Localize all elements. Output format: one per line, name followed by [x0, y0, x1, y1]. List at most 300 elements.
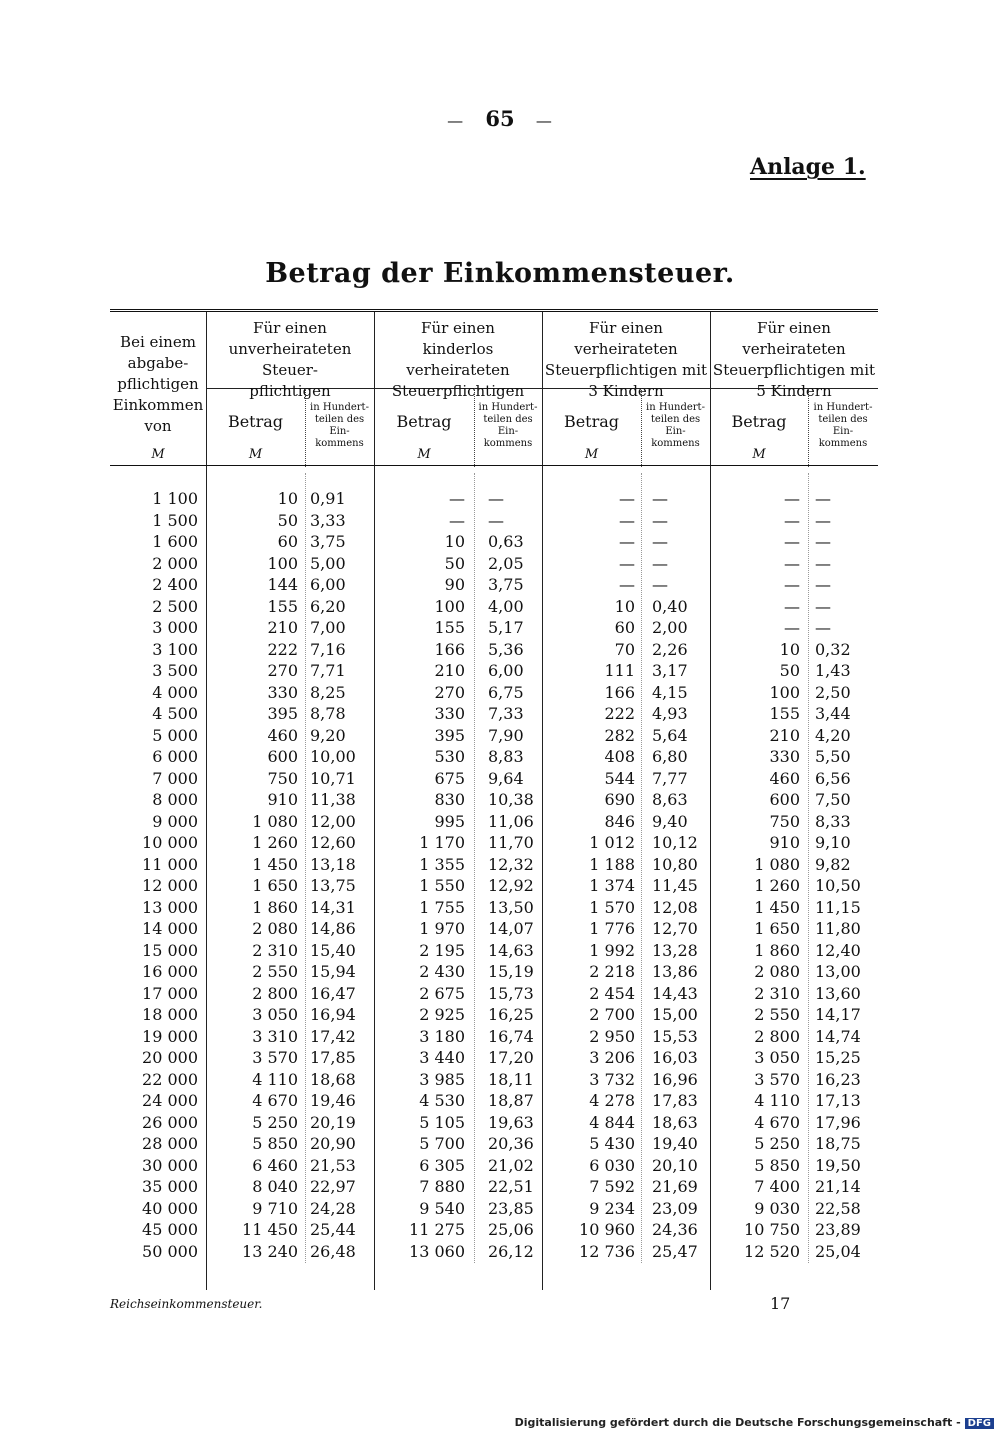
page-number-dash-right: — — [535, 111, 553, 130]
table-cell: 0,32 — [815, 639, 851, 659]
header-line: Für einen — [421, 319, 495, 337]
header-line: kommens — [651, 438, 700, 449]
table-cell: 14,07 — [488, 919, 534, 938]
table-cell: 0,91 — [310, 489, 346, 508]
table-cell: 15,25 — [815, 1048, 861, 1067]
table-cell: 4 278 — [589, 1091, 635, 1110]
table-cell: 10 — [779, 639, 800, 659]
table-cell: 750 — [769, 811, 800, 831]
table-cell: 14,31 — [310, 897, 356, 917]
table-cell: 4 110 — [754, 1091, 800, 1110]
table-row — [110, 1069, 878, 1091]
table-cell: 222 — [604, 704, 635, 723]
header-line: in Hundert- — [310, 402, 369, 413]
table-cell: 100 — [769, 682, 800, 702]
table-cell: 0,63 — [488, 532, 524, 551]
header-line: in Hundert- — [646, 402, 705, 413]
header-line: Einkommen — [112, 396, 204, 414]
table-cell: 25,04 — [815, 1241, 861, 1261]
table-cell: 5,50 — [815, 747, 851, 766]
table-cell: — — [815, 596, 831, 616]
table-cell: 7,77 — [652, 768, 688, 788]
table-row — [110, 1133, 878, 1155]
table-cell: 18,75 — [815, 1134, 861, 1153]
table-cell: 19 000 — [142, 1026, 198, 1046]
table-row — [110, 746, 878, 768]
table-cell: 10,71 — [310, 768, 356, 788]
table-cell: 3,75 — [310, 532, 346, 551]
table-cell: 2 400 — [152, 575, 198, 594]
table-row — [110, 725, 878, 747]
table-cell: 12,08 — [652, 897, 698, 917]
table-cell: 270 — [267, 661, 298, 680]
header-line: unverheirateten Steuer- — [228, 340, 352, 379]
table-row — [110, 1155, 878, 1177]
table-cell: — — [488, 489, 504, 508]
table-cell: 13,60 — [815, 983, 861, 1003]
header-line: teilen des — [483, 414, 533, 425]
table-cell: 8,78 — [310, 704, 346, 723]
header-line: Für einen — [253, 319, 327, 337]
dfg-credit-text: Digitalisierung gefördert durch die Deutsche Forschungsgemeinschaft - — [514, 1416, 961, 1429]
table-cell: 330 — [769, 747, 800, 766]
table-row — [110, 531, 878, 553]
table-cell: 11,15 — [815, 897, 861, 917]
table-cell: 3 100 — [152, 639, 198, 659]
table-cell: 9 234 — [589, 1198, 635, 1218]
percent-header — [641, 402, 710, 450]
table-cell: 2 430 — [419, 962, 465, 981]
table-cell: — — [815, 575, 831, 594]
table-cell: 2 550 — [754, 1005, 800, 1024]
group-header-childless-married — [374, 318, 542, 402]
table-cell: — — [815, 532, 831, 551]
betrag-unit: M — [584, 447, 599, 462]
table-cell: 3 180 — [419, 1026, 465, 1046]
table-cell: 6,00 — [310, 575, 346, 594]
table-cell: 17,42 — [310, 1026, 356, 1046]
table-cell: 7 000 — [152, 768, 198, 788]
table-cell: 12,00 — [310, 811, 356, 831]
table-row — [110, 1026, 878, 1048]
table-cell: 1 860 — [252, 897, 298, 917]
table-cell: 100 — [267, 553, 298, 573]
table-cell: 750 — [267, 768, 298, 788]
table-cell: 5 430 — [589, 1134, 635, 1153]
table-cell: 5,36 — [488, 639, 524, 659]
table-row — [110, 1176, 878, 1198]
table-row — [110, 854, 878, 876]
table-cell: 5 105 — [419, 1112, 465, 1132]
table-row — [110, 789, 878, 811]
table-cell: 6 000 — [152, 747, 198, 766]
table-cell: 8,25 — [310, 682, 346, 702]
table-cell: 5 700 — [419, 1134, 465, 1153]
table-cell: 1 450 — [754, 897, 800, 917]
table-cell: 1 260 — [252, 833, 298, 852]
table-cell: 18,11 — [488, 1069, 534, 1089]
table-cell: — — [652, 553, 668, 573]
table-cell: 460 — [267, 725, 298, 745]
table-cell: 100 — [434, 596, 465, 616]
table-cell: 7,71 — [310, 661, 346, 680]
table-cell: 270 — [434, 682, 465, 702]
header-line: Ein- — [497, 426, 519, 437]
table-cell: — — [815, 489, 831, 508]
table-cell: 3,33 — [310, 510, 346, 530]
table-cell: 2,50 — [815, 682, 851, 702]
percent-header — [808, 402, 878, 450]
table-cell: 4 670 — [754, 1112, 800, 1132]
table-cell: 9 710 — [252, 1198, 298, 1218]
table-cell: 144 — [267, 575, 298, 594]
table-cell: 1 992 — [589, 940, 635, 960]
table-cell: 210 — [267, 618, 298, 637]
table-cell: — — [652, 510, 668, 530]
table-cell: 16,96 — [652, 1069, 698, 1089]
table-cell: 1 500 — [152, 510, 198, 530]
table-cell: 10 — [614, 596, 635, 616]
table-cell: 4 844 — [589, 1112, 635, 1132]
table-cell: 4,93 — [652, 704, 688, 723]
group-header-married-3-children — [542, 318, 710, 402]
table-row — [110, 596, 878, 618]
table-cell: 26 000 — [142, 1112, 198, 1132]
table-cell: 4,20 — [815, 725, 851, 745]
table-cell: 2,00 — [652, 618, 688, 637]
table-cell: — — [784, 596, 800, 616]
betrag-header: Betrag — [731, 412, 787, 431]
table-cell: 2 550 — [252, 962, 298, 981]
table-cell: 1 860 — [754, 940, 800, 960]
table-cell: 50 — [779, 661, 800, 680]
percent-header — [474, 402, 542, 450]
table-cell: 5 250 — [252, 1112, 298, 1132]
table-cell: 8,83 — [488, 747, 524, 766]
table-cell: 1 970 — [419, 919, 465, 938]
table-cell: 13,28 — [652, 940, 698, 960]
table-cell: 23,85 — [488, 1198, 534, 1218]
header-line: pflichtigen — [117, 375, 199, 393]
table-cell: 17,85 — [310, 1048, 356, 1067]
table-cell: 2,26 — [652, 639, 688, 659]
income-unit: M — [151, 447, 165, 462]
table-cell: 15,00 — [652, 1005, 698, 1024]
table-cell: 1 260 — [754, 876, 800, 895]
table-cell: 16,74 — [488, 1026, 534, 1046]
table-cell: 60 — [614, 618, 635, 637]
table-cell: 19,50 — [815, 1155, 861, 1175]
table-cell: 1 755 — [419, 897, 465, 917]
table-cell: 15,40 — [310, 940, 356, 960]
table-cell: 6,75 — [488, 682, 524, 702]
table-cell: 8,63 — [652, 790, 688, 809]
table-cell: 675 — [434, 768, 465, 788]
table-cell: 5 250 — [754, 1134, 800, 1153]
header-line: kommens — [483, 438, 533, 449]
table-cell: 10 750 — [744, 1220, 800, 1239]
table-cell: — — [619, 575, 635, 594]
table-cell: 20,10 — [652, 1155, 698, 1175]
table-cell: 20,36 — [488, 1134, 534, 1153]
table-cell: 3 570 — [754, 1069, 800, 1089]
table-cell: 17,20 — [488, 1048, 534, 1067]
table-cell: 17,13 — [815, 1091, 861, 1110]
table-cell: 690 — [604, 790, 635, 809]
header-line: pflichtigen — [249, 382, 331, 400]
table-cell: 11,70 — [488, 833, 534, 852]
table-cell: — — [652, 575, 668, 594]
table-cell: 408 — [604, 747, 635, 766]
table-cell: 9 030 — [754, 1198, 800, 1218]
income-column-header — [110, 332, 206, 437]
table-cell: 90 — [444, 575, 465, 594]
table-cell: 12 520 — [744, 1241, 800, 1261]
footer-source: Reichseinkommensteuer. — [110, 1297, 263, 1311]
table-cell: 1 650 — [754, 919, 800, 938]
table-cell: 1 374 — [589, 876, 635, 895]
table-cell: 13 000 — [142, 897, 198, 917]
table-cell: 5 000 — [152, 725, 198, 745]
table-cell: 8 040 — [252, 1177, 298, 1196]
table-cell: 7,50 — [815, 790, 851, 809]
table-cell: 11,38 — [310, 790, 356, 809]
betrag-header: Betrag — [396, 412, 452, 431]
table-cell: 14,86 — [310, 919, 356, 938]
page-number — [0, 106, 1000, 131]
table-cell: 13,50 — [488, 897, 534, 917]
table-cell: 10 000 — [142, 833, 198, 852]
header-line: teilen des — [818, 414, 868, 425]
table-cell: 3 440 — [419, 1048, 465, 1067]
table-cell: 15,53 — [652, 1026, 698, 1046]
table-cell: 9,82 — [815, 854, 851, 874]
table-cell: 9 540 — [419, 1198, 465, 1218]
table-cell: 3,17 — [652, 661, 688, 680]
table-cell: 4 110 — [252, 1069, 298, 1089]
dfg-credit — [515, 1416, 994, 1429]
table-cell: 0,40 — [652, 596, 688, 616]
table-cell: 6,56 — [815, 768, 851, 788]
table-cell: 17 000 — [142, 983, 198, 1003]
table-cell: 2 800 — [754, 1026, 800, 1046]
table-cell: 18,68 — [310, 1069, 356, 1089]
betrag-unit: M — [417, 447, 431, 462]
table-cell: 222 — [267, 639, 298, 659]
table-cell: 13,00 — [815, 962, 861, 981]
table-cell: 15 000 — [142, 940, 198, 960]
table-cell: 22,58 — [815, 1198, 861, 1218]
table-cell: — — [784, 510, 800, 530]
table-cell: 17,96 — [815, 1112, 861, 1132]
table-cell: 16,25 — [488, 1005, 534, 1024]
table-cell: 60 — [277, 532, 298, 551]
table-cell: 12,60 — [310, 833, 356, 852]
table-cell: — — [488, 510, 504, 530]
table-cell: — — [619, 510, 635, 530]
table-cell: — — [784, 618, 800, 637]
table-cell: 19,63 — [488, 1112, 534, 1132]
table-cell: 26,48 — [310, 1241, 356, 1261]
tax-table-body — [110, 488, 878, 1262]
table-cell: 2 080 — [252, 919, 298, 938]
header-line: kinderlos verheirateten — [406, 340, 510, 379]
table-cell: 28 000 — [142, 1134, 198, 1153]
table-cell: 13 240 — [242, 1241, 298, 1261]
table-cell: 530 — [434, 747, 465, 766]
table-cell: 18,87 — [488, 1091, 534, 1110]
table-cell: 2 218 — [589, 962, 635, 981]
dfg-logo: DFG — [965, 1418, 994, 1429]
table-cell: 155 — [769, 704, 800, 723]
table-cell: 111 — [604, 661, 635, 680]
header-line: Ein- — [329, 426, 350, 437]
table-cell: 2 500 — [152, 596, 198, 616]
header-line: kommens — [315, 438, 364, 449]
table-cell: 24,28 — [310, 1198, 356, 1218]
table-cell: 2 000 — [152, 553, 198, 573]
table-cell: 10,80 — [652, 854, 698, 874]
table-cell: 5 850 — [754, 1155, 800, 1175]
header-line: Bei einem — [120, 333, 196, 351]
table-cell: 1,43 — [815, 661, 851, 680]
table-cell: 10,00 — [310, 747, 356, 766]
table-cell: 16 000 — [142, 962, 198, 981]
footer-signature-mark: 17 — [770, 1294, 791, 1313]
table-cell: 1 650 — [252, 876, 298, 895]
table-cell: 20,19 — [310, 1112, 356, 1132]
betrag-unit: M — [752, 447, 766, 462]
header-line: Für einen verheirateten — [574, 319, 678, 358]
betrag-unit: M — [248, 447, 263, 462]
table-row — [110, 832, 878, 854]
table-row — [110, 1047, 878, 1069]
header-line: 3 Kindern — [588, 382, 664, 400]
table-row — [110, 660, 878, 682]
table-cell: 3 985 — [419, 1069, 465, 1089]
table-cell: 6,80 — [652, 747, 688, 766]
percent-header — [305, 402, 374, 450]
table-cell: 10 — [277, 489, 298, 508]
table-cell: — — [815, 553, 831, 573]
table-cell: 15,73 — [488, 983, 534, 1003]
table-cell: 600 — [267, 747, 298, 766]
page-number-value: 65 — [485, 106, 515, 131]
table-cell: 6,20 — [310, 596, 346, 616]
table-top-rule — [110, 309, 878, 315]
table-cell: 50 — [277, 510, 298, 530]
table-row — [110, 1112, 878, 1134]
table-cell: — — [449, 489, 465, 508]
table-cell: 1 600 — [152, 532, 198, 551]
table-cell: 24,36 — [652, 1220, 698, 1239]
table-cell: 1 355 — [419, 854, 465, 874]
table-cell: 6 305 — [419, 1155, 465, 1175]
header-line: Steuerpflichtigen mit — [544, 361, 708, 379]
table-cell: 4 530 — [419, 1091, 465, 1110]
appendix-label: Anlage 1. — [750, 154, 866, 180]
table-cell: 15,94 — [310, 962, 356, 981]
table-cell: 395 — [434, 725, 465, 745]
table-row — [110, 1198, 878, 1220]
header-line: teilen des — [314, 414, 365, 425]
table-cell: 166 — [604, 682, 635, 702]
table-cell: 544 — [604, 768, 635, 788]
table-cell: 10 — [444, 532, 465, 551]
table-cell: 16,47 — [310, 983, 356, 1003]
table-cell: 3 000 — [152, 618, 198, 637]
table-cell: — — [619, 532, 635, 551]
header-line: kommens — [818, 438, 868, 449]
table-cell: 4,15 — [652, 682, 688, 702]
table-row — [110, 961, 878, 983]
table-cell: 1 550 — [419, 876, 465, 895]
table-cell: 70 — [614, 639, 635, 659]
table-cell: 2 800 — [252, 983, 298, 1003]
table-cell: 330 — [267, 682, 298, 702]
table-row — [110, 574, 878, 596]
table-cell: — — [784, 575, 800, 594]
table-cell: 155 — [434, 618, 465, 637]
table-cell: 3 500 — [152, 661, 198, 680]
table-cell: 14 000 — [142, 919, 198, 938]
table-cell: — — [619, 553, 635, 573]
table-cell: 11,45 — [652, 876, 698, 895]
table-cell: 11 450 — [242, 1220, 298, 1239]
table-cell: 11 000 — [142, 854, 198, 874]
table-row — [110, 639, 878, 661]
table-row — [110, 940, 878, 962]
table-cell: 3 206 — [589, 1048, 635, 1067]
table-cell: 11 275 — [409, 1220, 465, 1239]
header-line: Ein- — [832, 426, 854, 437]
header-line: Steuerpflichtigen — [391, 382, 525, 400]
table-cell: 2 195 — [419, 940, 465, 960]
table-cell: 12,92 — [488, 876, 534, 895]
table-cell: 1 570 — [589, 897, 635, 917]
table-cell: 35 000 — [142, 1177, 198, 1196]
table-cell: 21,69 — [652, 1177, 698, 1196]
table-cell: — — [815, 510, 831, 530]
table-cell: 13 060 — [409, 1241, 465, 1261]
table-cell: 4 670 — [252, 1091, 298, 1110]
table-cell: 9,40 — [652, 811, 688, 831]
table-cell: 7 592 — [589, 1177, 635, 1196]
table-cell: 1 100 — [152, 489, 198, 508]
table-row — [110, 918, 878, 940]
header-line: abgabe- — [127, 354, 189, 372]
table-cell: 6 030 — [589, 1155, 635, 1175]
table-cell: 11,06 — [488, 811, 534, 831]
table-cell: 4 500 — [152, 704, 198, 723]
table-cell: 3 310 — [252, 1026, 298, 1046]
header-bottom-rule — [110, 465, 878, 466]
table-row — [110, 617, 878, 639]
table-cell: 40 000 — [142, 1198, 198, 1218]
table-cell: 3 050 — [252, 1005, 298, 1024]
table-cell: 155 — [267, 596, 298, 616]
table-row — [110, 682, 878, 704]
table-cell: 21,02 — [488, 1155, 534, 1175]
table-cell: — — [652, 532, 668, 551]
table-cell: 12 736 — [579, 1241, 635, 1261]
table-cell: — — [815, 618, 831, 637]
table-row — [110, 811, 878, 833]
table-cell: 2,05 — [488, 553, 524, 573]
table-row — [110, 875, 878, 897]
table-row — [110, 510, 878, 532]
table-cell: 3,44 — [815, 704, 851, 723]
